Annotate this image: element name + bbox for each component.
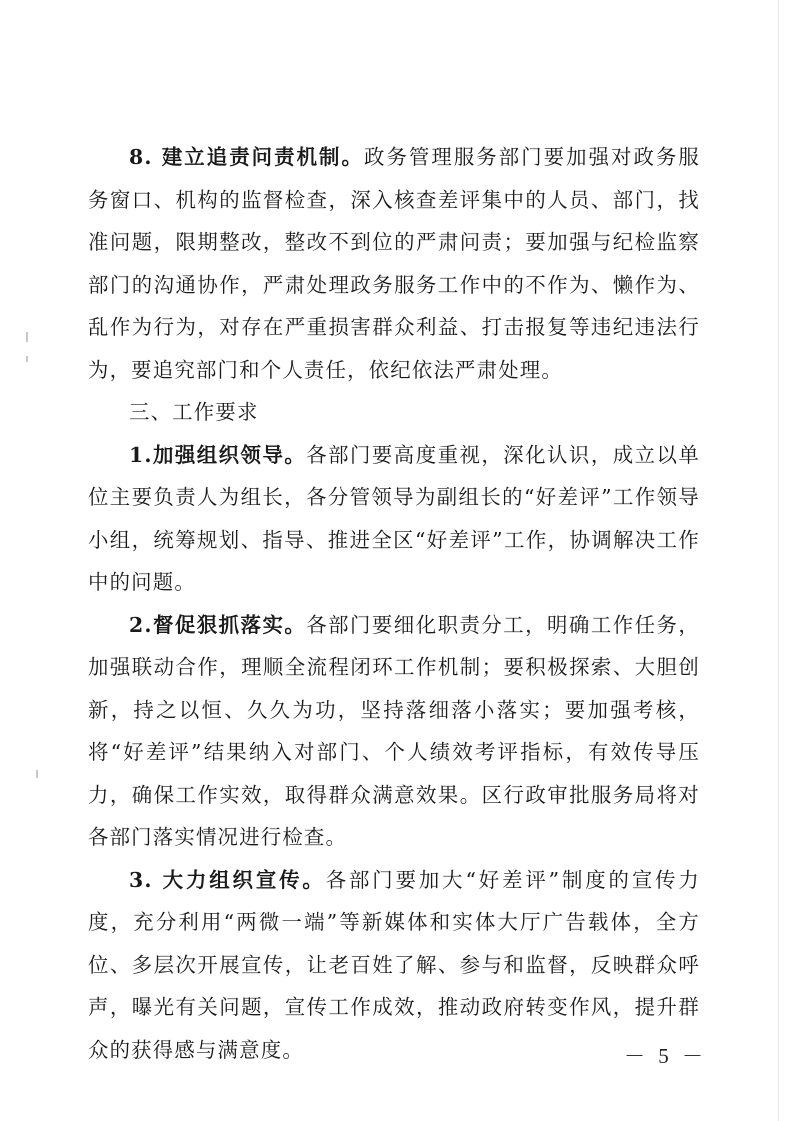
page-edge-line: [778, 0, 779, 1121]
document-body: [88, 136, 700, 1071]
paragraph-lead: 8. 建立追责问责机制。: [129, 145, 364, 169]
paragraph-text: 政务管理服务部门要加强对政务服务窗口、机构的监督检查，深入核查差评集中的人员、部门，找准问题，限期整改，整改不到位的严肃问责；要加强与纪检监察部门的沟通协作，严肃处理政务服务工作中的不作为、懒作为、乱作为行为，对存在严重损害群众利益、打击报复等违纪违法行为，要追究部门和个人责任，依纪依法严肃处理。: [88, 145, 700, 382]
paragraph-lead: 3. 大力组织宣传。: [129, 867, 326, 892]
scan-mark: [26, 356, 28, 362]
paragraph-text: 各部门要加大“好差评”制度的宣传力度，充分利用“两微一端”等新媒体和实体大厅广告载体，全方位、多层次开展宣传，让老百姓了解、参与和监督，反映群众呼声，曝光有关问题，宣传工作成效，推动政府转变作风，提升群众的获得感与满意度。: [88, 867, 701, 1062]
paragraph-text: 各部门要高度重视，深化认识，成立以单位主要负责人为组长，各分管领导为副组长的“好差评”工作领导小组，统筹规划、指导、推进全区“好差评”工作，协调解决工作中的问题。: [88, 442, 700, 594]
section-heading-text: 三、工作要求: [129, 400, 259, 424]
paragraph-text: 各部门要细化职责分工，明确工作任务，加强联动合作，理顺全流程闭环工作机制；要积极探索、大胆创新，持之以恒、久久为功，坚持落细落小落实；要加强考核，将“好差评”结果纳入对部门、个人绩效考评指标，有效传导压力，确保工作实效，取得群众满意效果。区行政审批服务局将对各部门落实情况进行检查。: [88, 612, 700, 849]
section-heading: [88, 391, 700, 434]
paragraph-leadership: [88, 434, 700, 604]
paragraph-implementation: [88, 604, 700, 859]
paragraph-accountability: [88, 136, 700, 391]
page-number: － 5 －: [624, 1044, 707, 1068]
paragraph-publicity: [88, 859, 700, 1072]
paragraph-lead: 1.加强组织领导。: [129, 442, 307, 467]
scan-mark: [26, 332, 28, 342]
paragraph-lead: 2.督促狠抓落实。: [129, 612, 307, 637]
scan-mark: [36, 770, 38, 778]
